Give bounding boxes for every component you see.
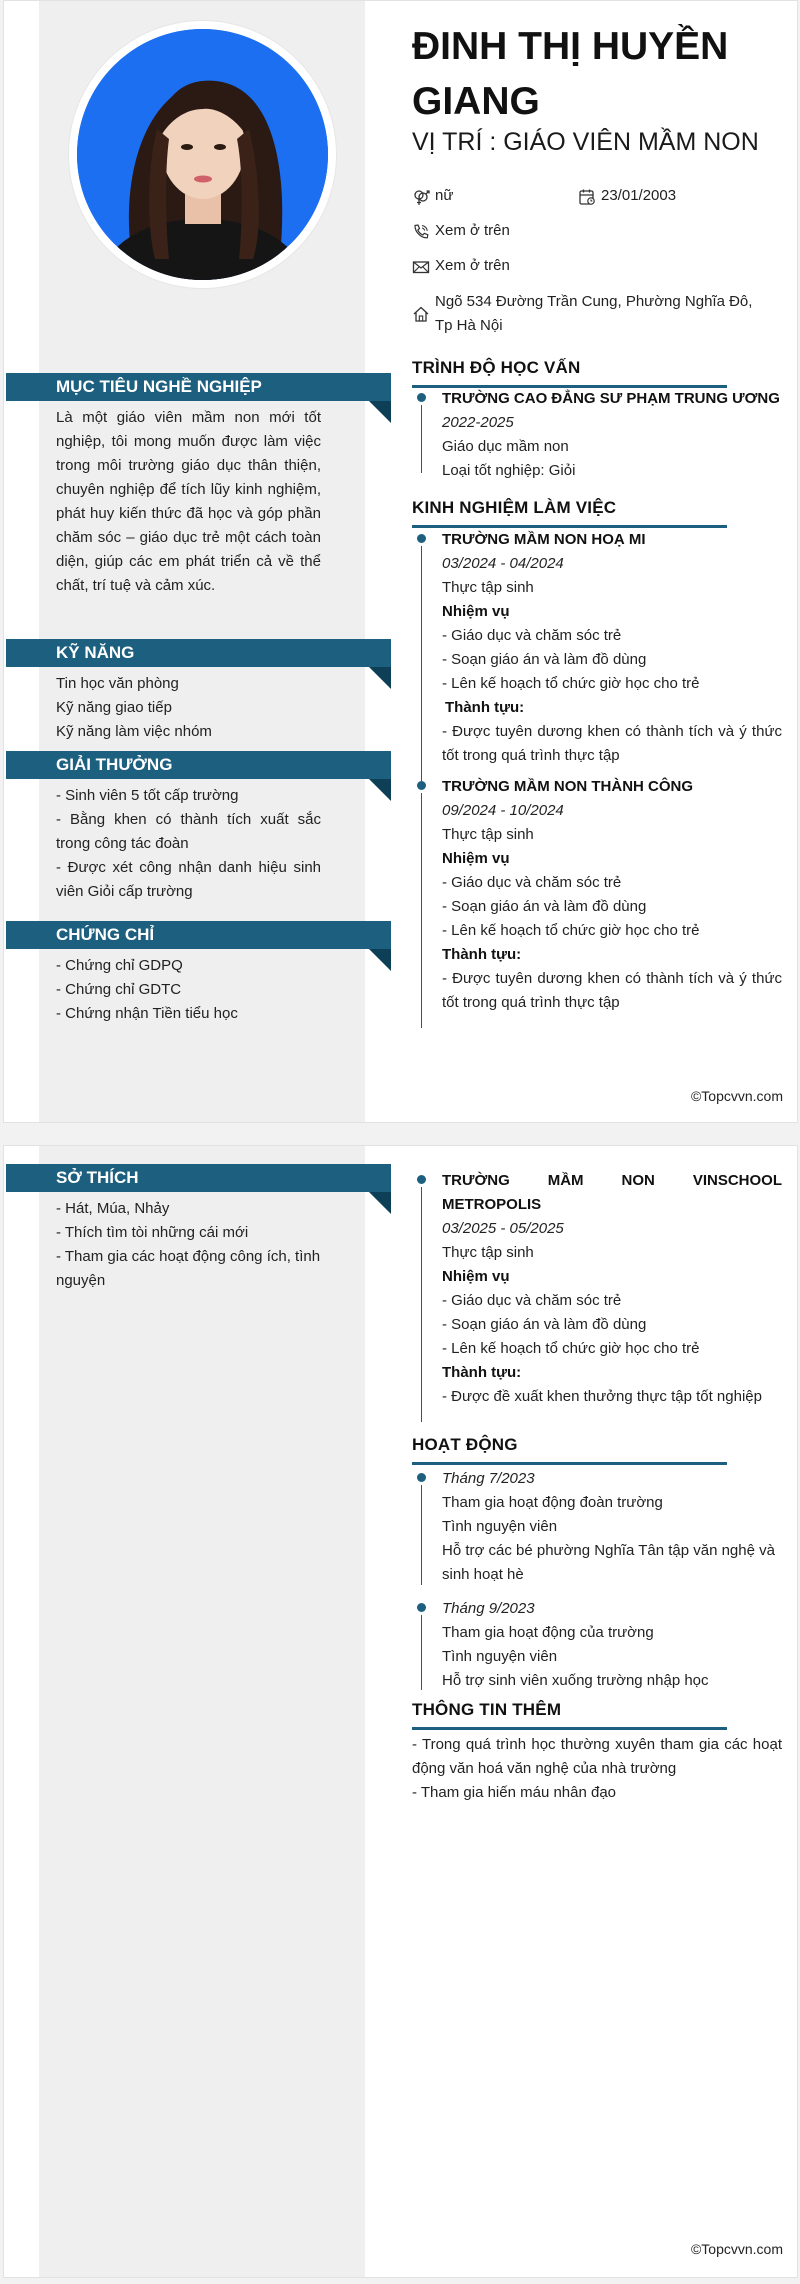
experience-period: 03/2024 - 04/2024	[442, 555, 564, 572]
address-value: Ngõ 534 Đường Trần Cung, Phường Nghĩa Đô, Tp Hà Nội	[435, 293, 753, 334]
gender-value: nữ	[435, 187, 454, 204]
task-item: - Giáo dục và chăm sóc trẻ	[442, 874, 622, 891]
email-info	[412, 254, 510, 278]
tasks-label: Nhiệm vụ	[442, 603, 510, 620]
candidate-name: ĐINH THỊ HUYỀN GIANG	[412, 25, 729, 123]
experience-period: 03/2025 - 05/2025	[442, 1220, 564, 1237]
task-item: - Lên kế hoạch tổ chức giờ học cho trẻ	[442, 675, 700, 692]
skills-heading: KỸ NĂNG	[6, 639, 391, 667]
activity-line: Tình nguyện viên	[442, 1518, 558, 1535]
achievements-label: Thành tựu:	[445, 699, 525, 716]
achievements-label: Thành tựu:	[442, 946, 522, 963]
education-major: Giáo dục mầm non	[442, 438, 569, 455]
activity-entry	[420, 1467, 782, 1587]
phone-info	[412, 219, 510, 243]
tasks-label: Nhiệm vụ	[442, 1268, 510, 1285]
company-name: TRƯỜNG MẦM NON VINSCHOOL METROPOLIS	[442, 1172, 782, 1213]
task-item: - Soạn giáo án và làm đồ dùng	[442, 898, 647, 915]
hobby-item: - Hát, Múa, Nhảy	[56, 1200, 170, 1217]
activity-entry	[420, 1597, 782, 1693]
gender-info	[412, 184, 453, 208]
hobbies-heading: SỞ THÍCH	[6, 1164, 391, 1192]
activity-period: Tháng 9/2023	[442, 1600, 535, 1617]
achievement-text: - Được tuyên dương khen có thành tích và ý thức tốt trong quá trình thực tập	[442, 970, 782, 1011]
additional-item: - Tham gia hiến máu nhân đạo	[412, 1784, 617, 1801]
task-item: - Soạn giáo án và làm đồ dùng	[442, 1316, 647, 1333]
activity-period: Tháng 7/2023	[442, 1470, 535, 1487]
certificate-item: - Chứng nhận Tiền tiểu học	[56, 1005, 238, 1022]
experience-period: 09/2024 - 10/2024	[442, 802, 564, 819]
cv-page-1	[3, 0, 798, 1123]
timeline-dot	[417, 1603, 426, 1612]
awards-heading: GIẢI THƯỞNG	[6, 751, 391, 779]
profile-photo	[69, 21, 336, 288]
email-icon	[412, 258, 430, 276]
additional-list	[412, 1733, 782, 1805]
hobby-item: - Tham gia các hoạt động công ích, tình nguyện	[56, 1248, 321, 1289]
hobbies-list	[56, 1197, 321, 1293]
home-icon	[412, 305, 430, 323]
task-item: - Lên kế hoạch tổ chức giờ học cho trẻ	[442, 922, 700, 939]
education-entry	[420, 387, 782, 483]
experience-role: Thực tập sinh	[442, 1244, 534, 1261]
sidebar	[39, 1146, 365, 2277]
activity-line: Hỗ trợ sinh viên xuống trường nhập học	[442, 1672, 709, 1689]
phone-value: Xem ở trên	[435, 222, 510, 239]
certificate-item: - Chứng chỉ GDTC	[56, 981, 182, 998]
timeline-dot	[417, 1175, 426, 1184]
education-grade: Loại tốt nghiệp: Giỏi	[442, 462, 576, 479]
footer-copyright: ©Topcvvn.com	[690, 1088, 783, 1104]
education-period: 2022-2025	[442, 414, 514, 431]
achievement-text: - Được đề xuất khen thưởng thực tập tốt nghiệp	[442, 1388, 762, 1405]
objective-heading: MỤC TIÊU NGHỀ NGHIỆP	[6, 373, 391, 401]
certificates-heading: CHỨNG CHỈ	[6, 921, 391, 949]
objective-text: Là một giáo viên mầm non mới tốt nghiệp, tôi mong muốn được làm việc trong môi trường giáo dục thân thiện, chuyên nghiệp để tích lũy kinh nghiệm, phát huy kiến thức đã học và góp phần chăm sóc – giáo dục trẻ một cách toàn diện, giúp các em phát triển cả về thể chất, trí tuệ và cảm xúc.	[56, 409, 321, 594]
award-item: - Sinh viên 5 tốt cấp trường	[56, 787, 239, 804]
award-item: - Được xét công nhận danh hiệu sinh viên Giỏi cấp trường	[56, 859, 321, 900]
experience-entry	[420, 1169, 782, 1409]
birthday-info	[578, 184, 676, 208]
experience-entry	[420, 528, 782, 768]
timeline-dot	[417, 781, 426, 790]
cv-page-2	[3, 1145, 798, 2278]
award-item: - Bằng khen có thành tích xuất sắc trong công tác đoàn	[56, 811, 321, 852]
task-item: - Lên kế hoạch tổ chức giờ học cho trẻ	[442, 1340, 700, 1357]
experience-role: Thực tập sinh	[442, 579, 534, 596]
education-heading: TRÌNH ĐỘ HỌC VẤN	[412, 358, 580, 378]
skill-item: Kỹ năng giao tiếp	[56, 699, 172, 716]
task-item: - Giáo dục và chăm sóc trẻ	[442, 627, 622, 644]
certificates-list	[56, 954, 321, 1026]
skills-list	[56, 672, 321, 744]
activity-line: Hỗ trợ các bé phường Nghĩa Tân tập văn nghệ và sinh hoạt hè	[442, 1542, 775, 1583]
birthday-value: 23/01/2003	[601, 187, 677, 204]
achievements-label: Thành tựu:	[442, 1364, 522, 1381]
company-name: TRƯỜNG MẦM NON HOẠ MI	[442, 531, 646, 548]
additional-heading: THÔNG TIN THÊM	[412, 1700, 561, 1720]
gender-icon	[412, 188, 430, 206]
address-info	[412, 290, 772, 338]
email-value: Xem ở trên	[435, 257, 510, 274]
experience-heading: KINH NGHIỆM LÀM VIỆC	[412, 498, 616, 518]
activity-line: Tham gia hoạt động của trường	[442, 1624, 654, 1641]
footer-copyright: ©Topcvvn.com	[690, 2241, 783, 2257]
school-name: TRƯỜNG CAO ĐẲNG SƯ PHẠM TRUNG ƯƠNG	[442, 390, 780, 407]
hobby-item: - Thích tìm tòi những cái mới	[56, 1224, 249, 1241]
skill-item: Kỹ năng làm việc nhóm	[56, 723, 212, 740]
activities-heading: HOẠT ĐỘNG	[412, 1435, 518, 1455]
awards-list	[56, 784, 321, 904]
additional-item: - Trong quá trình học thường xuyên tham gia các hoạt động văn hoá văn nghệ của nhà trường	[412, 1736, 782, 1777]
timeline-dot	[417, 534, 426, 543]
experience-role: Thực tập sinh	[442, 826, 534, 843]
achievement-text: - Được tuyên dương khen có thành tích và ý thức tốt trong quá trình thực tập	[442, 723, 782, 764]
company-name: TRƯỜNG MẦM NON THÀNH CÔNG	[442, 778, 694, 795]
phone-icon	[412, 223, 430, 241]
activity-line: Tham gia hoạt động đoàn trường	[442, 1494, 663, 1511]
timeline-dot	[417, 1473, 426, 1482]
certificate-item: - Chứng chỉ GDPQ	[56, 957, 183, 974]
portrait-icon	[77, 29, 328, 280]
task-item: - Giáo dục và chăm sóc trẻ	[442, 1292, 622, 1309]
skill-item: Tin học văn phòng	[56, 675, 179, 692]
tasks-label: Nhiệm vụ	[442, 850, 510, 867]
timeline-dot	[417, 393, 426, 402]
experience-entry	[420, 775, 782, 1015]
activity-line: Tình nguyện viên	[442, 1648, 558, 1665]
job-position: VỊ TRÍ : GIÁO VIÊN MẦM NON	[412, 128, 759, 156]
calendar-icon	[578, 188, 596, 206]
task-item: - Soạn giáo án và làm đồ dùng	[442, 651, 647, 668]
